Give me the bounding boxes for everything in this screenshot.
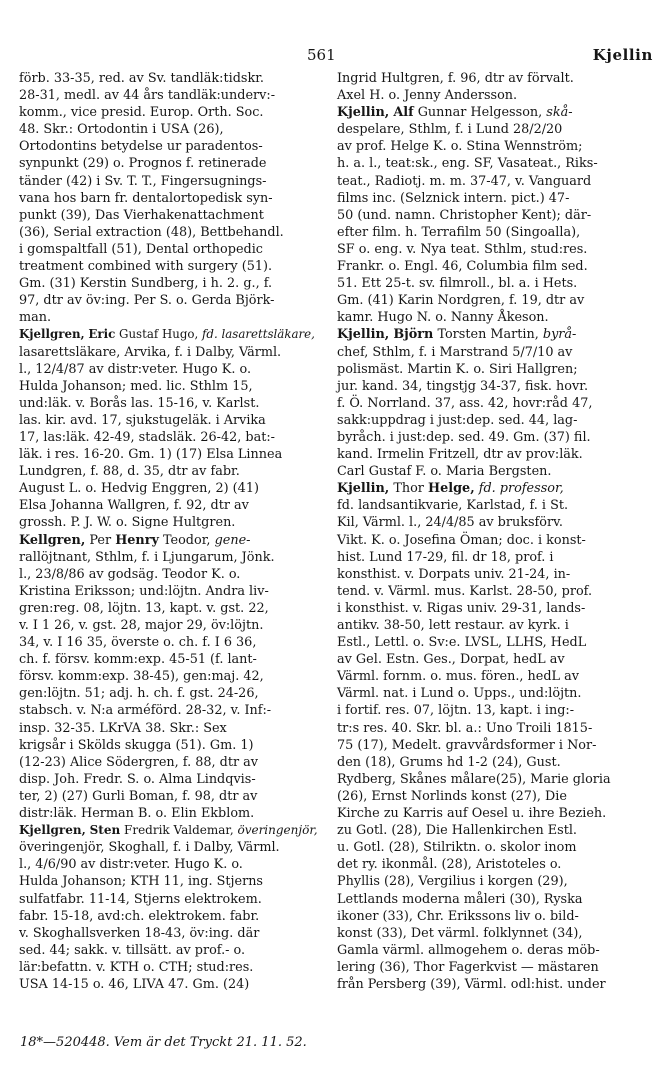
entry-text-line: sed. 44; sakk. v. tillsätt. av prof.- o. bbox=[19, 942, 246, 958]
entry-title: fd. lasarettsläkare, bbox=[202, 327, 315, 342]
entry-text-line: distr:läk. Herman B. o. Elin Ekblom. bbox=[19, 806, 255, 822]
entry-title: skå- bbox=[546, 105, 573, 121]
page-header bbox=[0, 46, 664, 66]
entry-text-line: det ry. ikonmål. (28), Aristoteles o. bbox=[337, 857, 562, 873]
text-line: punkt (39), Das Vierhakenattachment bbox=[19, 207, 264, 223]
entry-text-line: Lettlands moderna måleri (30), Ryska bbox=[337, 891, 583, 907]
entry-first-name: Per bbox=[89, 532, 112, 548]
text-line: treatment combined with surgery (51). bbox=[19, 259, 273, 275]
entry-text-line: disp. Joh. Fredr. S. o. Alma Lindqvis- bbox=[19, 771, 256, 787]
entry-text-line: tr:s res. 40. Skr. bl. a.: Uno Troili 1815- bbox=[337, 720, 593, 736]
entry-text-line: Vikt. K. o. Josefina Öman; doc. i konst- bbox=[337, 532, 586, 548]
entry-text-line: antikv. 38-50, lett restaur. av kyrk. i bbox=[337, 618, 569, 633]
entry-text-line: Phyllis (28), Vergilius i korgen (29), bbox=[337, 874, 568, 890]
printer-footer: 18*—520448. Vem är det Tryckt 21. 11. 52. bbox=[20, 1035, 307, 1050]
entry-text-line: gen:löjtn. 51; adj. h. ch. f. gst. 24-26, bbox=[19, 686, 259, 702]
entry-text-line: las. kir. avd. 17, sjukstugeläk. i Arvika bbox=[19, 412, 266, 428]
entry-text-line: chef, Sthlm, f. i Marstrand 5/7/10 av bbox=[337, 344, 573, 360]
entry-surname: Kjellgren, bbox=[19, 823, 86, 838]
entry-text-line: Hulda Johanson; med. lic. Sthlm 15, bbox=[19, 378, 253, 394]
text-line: förb. 33-35, red. av Sv. tandläk:tidskr. bbox=[19, 71, 264, 86]
entry-text-line: byråch. i just:dep. sed. 49. Gm. (37) fil. bbox=[337, 429, 591, 445]
entry-text-line: Carl Gustaf F. o. Maria Bergsten. bbox=[337, 464, 552, 480]
entry-text-line: Värml. nat. i Lund o. Upps., und:löjtn. bbox=[337, 686, 582, 702]
entry-surname: Kellgren, bbox=[19, 532, 86, 548]
text-line: Gm. (31) Kerstin Sundberg, i h. 2. g., f. bbox=[19, 276, 273, 292]
text-line: komm., vice presid. Europ. Orth. Soc. bbox=[19, 105, 264, 121]
text-line: synpunkt (29) o. Prognos f. retinerade bbox=[19, 156, 267, 172]
text-line: 28-31, medl. av 44 års tandläk:underv:- bbox=[19, 88, 276, 104]
entry-text-line: sulfatfabr. 11-14, Stjerns elektrokem. bbox=[19, 891, 262, 907]
entry-text-line: l., 12/4/87 av distr:veter. Hugo K. o. bbox=[19, 361, 252, 377]
entry-text-line: 75 (17), Medelt. gravvårdsformer i Nor- bbox=[337, 737, 597, 753]
entry-text-line: i fortif. res. 07, löjtn. 13, kapt. i ing:- bbox=[337, 703, 575, 719]
entry-surname: Kjellgren, bbox=[19, 327, 85, 342]
entry-text-line: August L. o. Hedvig Enggren, 2) (41) bbox=[19, 481, 259, 497]
entry-first-name: Thor bbox=[393, 481, 424, 497]
entry-text-line: jur. kand. 34, tingstjg 34-37, fisk. hovr. bbox=[337, 378, 589, 394]
entry-text-line: l., 4/6/90 av distr:veter. Hugo K. o. bbox=[19, 857, 243, 873]
left-column bbox=[19, 70, 319, 993]
entry-title: byrå- bbox=[542, 327, 577, 343]
entry-text-line: Kristina Eriksson; und:löjtn. Andra liv- bbox=[19, 583, 269, 599]
text-line: vana hos barn fr. dentalortopedisk syn- bbox=[19, 190, 273, 206]
entry-text-line: efter film. h. Terrafilm 50 (Singoalla), bbox=[337, 224, 581, 240]
entry-text-line: despelare, Sthlm, f. i Lund 28/2/20 bbox=[337, 122, 563, 138]
entry-given-names: Gustaf Hugo, bbox=[119, 327, 199, 342]
entry-heading-line bbox=[337, 326, 645, 343]
entry-text-line: Estl., Lettl. o. Sv:e. LVSL, LLHS, HedL bbox=[337, 635, 587, 651]
biography-entry bbox=[337, 326, 645, 480]
page-number: 561 bbox=[307, 46, 336, 64]
entry-given-names: Torsten Martin, bbox=[437, 327, 539, 343]
entry-text-line: Värml. fornm. o. mus. fören., hedL av bbox=[337, 669, 579, 685]
entry-text-line: kand. Irmelin Fritzell, dtr av prov:läk. bbox=[337, 447, 583, 463]
text-line: Ingrid Hultgren, f. 96, dtr av förvalt. bbox=[337, 71, 574, 86]
entry-text-line: 17, las:läk. 42-49, stadsläk. 26-42, bat:- bbox=[19, 429, 275, 445]
entry-text-line: ikoner (33), Chr. Erikssons liv o. bild- bbox=[337, 908, 579, 924]
entry-text-line: Lundgren, f. 88, d. 35, dtr av fabr. bbox=[19, 464, 240, 480]
entry-text-line: 51. Ett 25-t. sv. filmroll., bl. a. i Hets. bbox=[337, 276, 578, 292]
entry-text-line: lering (36), Thor Fagerkvist — mästaren bbox=[337, 959, 599, 975]
entry-call-name: Sten bbox=[89, 823, 121, 838]
entry-heading-line bbox=[337, 480, 645, 497]
entry-text-line: lasarettsläkare, Arvika, f. i Dalby, Värml. bbox=[19, 344, 282, 360]
entry-text-line: (12-23) Alice Södergren, f. 88, dtr av bbox=[19, 754, 259, 770]
running-head: Kjellin bbox=[592, 46, 653, 64]
entry-text-line: tend. v. Värml. mus. Karlst. 28-50, prof. bbox=[337, 583, 593, 599]
entry-title: fd. professor, bbox=[478, 481, 564, 497]
entry-text-line: Gamla värml. allmogehem o. deras möb- bbox=[337, 942, 600, 958]
entry-heading-line bbox=[19, 532, 319, 549]
entry-surname: Kjellin, bbox=[337, 481, 390, 497]
text-line: Axel H. o. Jenny Andersson. bbox=[337, 88, 518, 104]
entry-given-names: Gunnar Helgesson, bbox=[417, 105, 543, 121]
entry-text-line: rallöjtnant, Sthlm, f. i Ljungarum, Jönk. bbox=[19, 549, 275, 565]
entry-call-name: Eric bbox=[88, 327, 116, 342]
entry-call-name: Alf bbox=[393, 105, 414, 121]
entry-text-line: Hulda Johanson; KTH 11, ing. Stjerns bbox=[19, 874, 264, 890]
entry-surname: Kjellin, bbox=[337, 105, 390, 121]
entry-text-line: ter, 2) (27) Gurli Boman, f. 98, dtr av bbox=[19, 788, 258, 804]
biography-entry bbox=[19, 326, 319, 531]
entry-text-line: films inc. (Selznick intern. pict.) 47- bbox=[337, 190, 570, 206]
text-line: (36), Serial extraction (48), Bettbehandl. bbox=[19, 224, 284, 240]
entry-surname: Kjellin, bbox=[337, 327, 390, 343]
entry-call-name: Helge, bbox=[428, 481, 475, 497]
entry-text-line: 50 (und. namn. Christopher Kent); där- bbox=[337, 207, 592, 223]
entry-text-line: zu Gotl. (28), Die Hallenkirchen Estl. bbox=[337, 823, 578, 839]
entry-text-line: l., 23/8/86 av godsäg. Teodor K. o. bbox=[19, 566, 241, 582]
entry-heading-line bbox=[19, 326, 319, 343]
entry-given-names: Fredrik Valdemar, bbox=[124, 823, 234, 838]
text-line: 48. Skr.: Ortodontin i USA (26), bbox=[19, 122, 224, 138]
entry-text-line: Frankr. o. Engl. 46, Columbia film sed. bbox=[337, 259, 588, 275]
biography-entry bbox=[19, 822, 319, 993]
entry-text-line: v. I 1 26, v. gst. 28, major 29, öv:löjtn. bbox=[19, 618, 264, 633]
entry-text-line: stabsch. v. N:a arméförd. 28-32, v. Inf:- bbox=[19, 703, 272, 719]
entry-text-line: Gm. (41) Karin Nordgren, f. 19, dtr av bbox=[337, 293, 585, 309]
entry-text-line: fabr. 15-18, avd:ch. elektrokem. fabr. bbox=[19, 908, 260, 924]
entry-text-line: av Gel. Estn. Ges., Dorpat, hedL av bbox=[337, 652, 565, 668]
entry-text-line: från Persberg (39), Värml. odl:hist. under bbox=[337, 976, 606, 992]
entry-text-line: insp. 32-35. LKrVA 38. Skr.: Sex bbox=[19, 720, 227, 736]
entry-text-line: i konsthist. v. Rigas univ. 29-31, lands- bbox=[337, 600, 586, 616]
entry-text-line: USA 14-15 o. 46, LIVA 47. Gm. (24) bbox=[19, 976, 250, 992]
text-line: tänder (42) i Sv. T. T., Fingersugnings- bbox=[19, 173, 267, 189]
entry-text-line: f. Ö. Norrland. 37, ass. 42, hovr:råd 47, bbox=[337, 395, 593, 411]
entry-title: gene- bbox=[214, 532, 251, 548]
right-column bbox=[337, 70, 645, 993]
entry-text-line: krigsår i Skölds skugga (51). Gm. 1) bbox=[19, 737, 254, 753]
entry-text-line: den (18), Grums hd 1-2 (24), Gust. bbox=[337, 754, 561, 770]
biography-entry bbox=[19, 532, 319, 823]
entry-text-line: läk. i res. 16-20. Gm. 1) (17) Elsa Linnea bbox=[19, 447, 283, 463]
entry-text-line: v. Skoghallsverken 18-43, öv:ing. där bbox=[19, 925, 260, 941]
entry-text-line: kamr. Hugo N. o. Nanny Åkeson. bbox=[337, 310, 549, 326]
entry-text-line: und:läk. v. Borås las. 15-16, v. Karlst. bbox=[19, 395, 260, 411]
text-line: man. bbox=[19, 310, 52, 326]
entry-text-line: h. a. l., teat:sk., eng. SF, Vasateat., Riks- bbox=[337, 156, 598, 172]
entry-text-line: polismäst. Martin K. o. Siri Hallgren; bbox=[337, 361, 578, 377]
entry-text-line: 34, v. I 16 35, överste o. ch. f. I 6 36, bbox=[19, 635, 257, 651]
entry-call-name: Henry bbox=[115, 532, 159, 548]
entry-text-line: konst (33), Det värml. folklynnet (34), bbox=[337, 925, 583, 941]
text-line: Ortodontins betydelse ur paradentos- bbox=[19, 139, 263, 155]
entry-text-line: grossh. P. J. W. o. Signe Hultgren. bbox=[19, 515, 236, 531]
entry-title: överingenjör, bbox=[237, 823, 318, 838]
entry-text-line: överingenjör, Skoghall, f. i Dalby, Värml. bbox=[19, 840, 280, 856]
entry-text-line: konsthist. v. Dorpats univ. 21-24, in- bbox=[337, 566, 571, 582]
biography-entry bbox=[337, 480, 645, 993]
entry-text-line: u. Gotl. (28), Stilriktn. o. skolor inom bbox=[337, 840, 577, 856]
text-line: i gomspaltfall (51), Dental orthopedic bbox=[19, 241, 263, 257]
entry-text-line: Elsa Johanna Wallgren, f. 92, dtr av bbox=[19, 498, 249, 514]
entry-text-line: av prof. Helge K. o. Stina Wennström; bbox=[337, 139, 583, 155]
entry-text-line: fd. landsantikvarie, Karlstad, f. i St. bbox=[337, 498, 569, 514]
entry-text-line: gren:reg. 08, löjtn. 13, kapt. v. gst. 22, bbox=[19, 600, 269, 616]
entry-given-names: Teodor, bbox=[162, 532, 211, 548]
text-line: 97, dtr av öv:ing. Per S. o. Gerda Björk- bbox=[19, 293, 275, 309]
entry-text-line: ch. f. försv. komm:exp. 45-51 (f. lant- bbox=[19, 652, 257, 668]
biography-entry bbox=[337, 104, 645, 326]
entry-text-line: Kil, Värml. l., 24/4/85 av bruksförv. bbox=[337, 515, 563, 531]
entry-text-line: försv. komm:exp. 38-45), gen:maj. 42, bbox=[19, 669, 264, 685]
entry-heading-line bbox=[19, 822, 319, 839]
entry-call-name: Björn bbox=[393, 327, 434, 343]
entry-text-line: (26), Ernst Norlinds konst (27), Die bbox=[337, 788, 567, 804]
entry-text-line: hist. Lund 17-29, fil. dr 18, prof. i bbox=[337, 549, 554, 565]
entry-text-line: sakk:uppdrag i just:dep. sed. 44, lag- bbox=[337, 412, 578, 428]
entry-text-line: Rydberg, Skånes målare(25), Marie gloria bbox=[337, 771, 611, 787]
entry-heading-line bbox=[337, 104, 645, 121]
entry-text-line: Kirche zu Karris auf Oesel u. ihre Bezieh. bbox=[337, 806, 607, 822]
entry-text-line: SF o. eng. v. Nya teat. Sthlm, stud:res. bbox=[337, 241, 588, 257]
entry-text-line: lär:befattn. v. KTH o. CTH; stud:res. bbox=[19, 959, 254, 975]
entry-text-line: teat., Radiotj. m. m. 37-47, v. Vanguard bbox=[337, 173, 592, 189]
